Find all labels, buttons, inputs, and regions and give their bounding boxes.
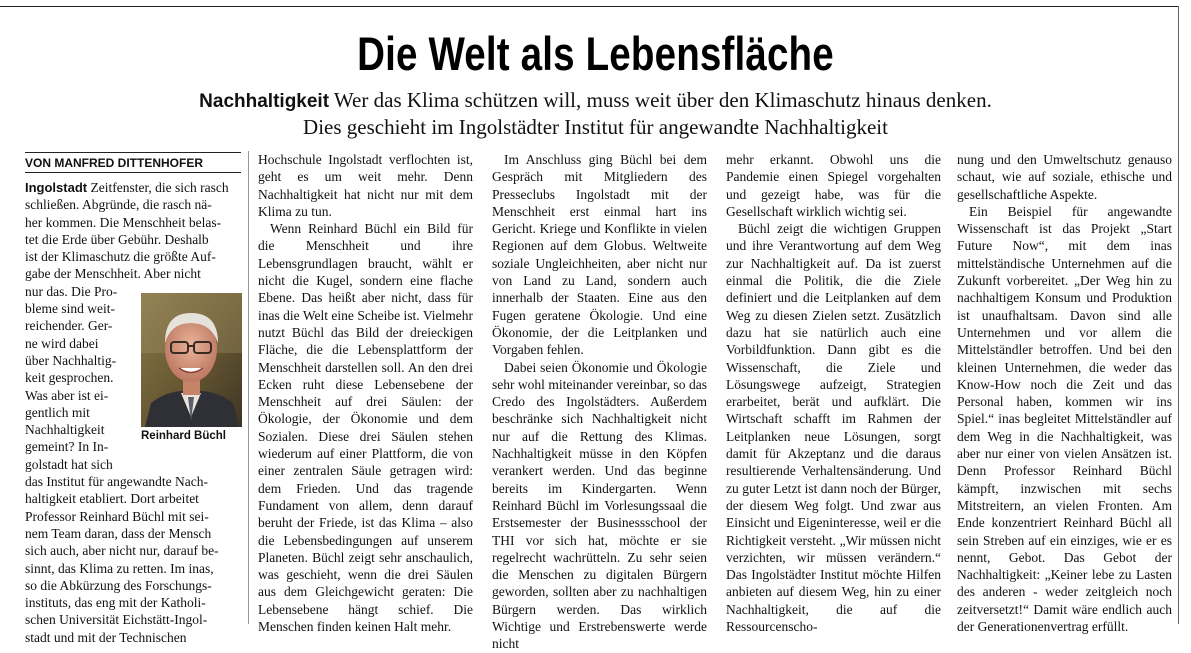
col1-rest-line: haltigkeit etabliert. Dort arbeitet (25, 491, 199, 507)
col1-wrap-line: Was aber ist ei- (25, 387, 109, 403)
col1-wrap-line: Nachhaltigkeit (25, 422, 105, 438)
author-byline: VON MANFRED DITTENHOFER (25, 152, 241, 173)
column-2 (258, 151, 473, 635)
subheadline-line-1 (0, 88, 1191, 114)
col1-wrap-line: ne wird dabei (25, 335, 99, 351)
col1-intro-line: nur das. Die Pro- (25, 283, 118, 299)
col1-rest-line: so die Abkürzung des Forschungs- (25, 577, 212, 593)
dateline: Ingolstadt (25, 180, 88, 195)
col1-intro-line: gabe der Menschheit. Aber nicht (25, 266, 201, 282)
subheadline-line-2: Dies geschieht im Ingolstädter Institut für angewandte Nachhaltigkeit (303, 115, 888, 139)
paragraph: nung und den Umweltschutz genauso schaut, wie auf soziale, ethische und gesellschaftliche Aspekte. (957, 152, 1172, 202)
col1-rest-line: sich auch, aber nicht nur, darauf be- (25, 543, 219, 559)
col1-intro-line: ist der Klimaschutz die größte Auf- (25, 249, 216, 265)
photo-caption: Reinhard Büchl (141, 430, 226, 442)
paragraph: Hochschule Ingolstadt verflochten ist, geht es um weit mehr. Denn Nachhaltigkeit hat nicht nur mit dem Klima zu tun. (258, 152, 473, 219)
col1-intro-line: schließen. Abgründe, die rasch nä- (25, 197, 212, 213)
paragraph: Ein Beispiel für angewandte Wissenschaft ist das Projekt „Start Future Now“, mit dem inas mittelständische Unternehmen auf die Zukunft vorbereitet. „Der Weg hin zu nachhaltigem Konsum und Produktion ist unaufhaltsam. Davon sind alle Unternehmen und vor allem die Mittelständler betroffen. Und bei den kleinen Unternehmen, die weder das Know-How noch die Zeit und das Personal haben, kommen wir ins Spiel.“ inas begleitet Mittelständler auf dem Weg in die Nachhaltigkeit, was aber nur einer von vielen Ansätzen ist. Denn Professor Reinhard Büchl kämpft, inzwischen mit sechs Mitstreitern, an vielen Fronten. Am Ende konzentriert Reinhard Büchl all sein Streben auf ein einziges, wie er es nennt, Gebot. Das Gebot der Nachhaltigkeit: „Keiner lebe zu Lasten des anderen - weder zeitgleich noch zeitversetzt!“ Damit wäre endlich auch der Generationenvertrag erfüllt. (957, 203, 1172, 635)
col1-wrap (25, 300, 137, 473)
paragraph: mehr erkannt. Obwohl uns die Pandemie einen Spiegel vorgehalten und gezeigt habe, was für die Gesellschaft wirklich wichtig sei. (726, 152, 941, 219)
col1-rest (25, 473, 241, 646)
col1-rest-line: sinnt, das Klima zu retten. Im inas, (25, 560, 214, 576)
paragraph: Wenn Reinhard Büchl ein Bild für die Menschheit und ihre Lebensgrundlagen braucht, wählt er nicht die Kugel, sondern eine flache Ebene. Das heißt aber nicht, dass für inas die Welt eine Scheibe ist. Vielmehr nutzt Büchl das Bild der dreieckigen Fläche, die die Lebensplattform der Menschheit darstellen soll. An den drei Ecken ruht diese Lebensebene der Menschheit auf drei Säulen: der Ökologie, der Ökonomie und dem Sozialen. Diese drei Säulen stehen wiederum auf einer Plattform, die von einer zentralen Säule getragen wird: dem Frieden. Und das tragende Fundament von allem, denn darauf beruht der Friede, ist das Klima – also die Lebensbedingungen auf unserem Planeten. Büchl zeigt sehr anschaulich, was geschieht, wenn die drei Säulen aus dem Gleichgewicht geraten: Die Lebensebene hängt schief. Die Menschen finden keinen Halt mehr. (258, 221, 473, 635)
col1-rest-line: instituts, das eng mit der Katholi- (25, 595, 206, 611)
headline: Die Welt als Lebensfläche (357, 27, 834, 80)
subheadline-text-1: Wer das Klima schützen will, muss weit über den Klimaschutz hinaus denken. (333, 88, 992, 112)
paragraph: Dabei seien Ökonomie und Ökologie sehr wohl miteinander vereinbar, so das Credo des Ingolstädters. Außerdem beschränke sich Nachhaltigkeit nicht nur auf die Rettung des Klimas. Nachhaltigkeit müsse in den Köpfen verankert werden. Und das beginne bereits im Kindergarten. Wenn Reinhard Büchl im Vorlesungssaal die Erstsemester der Businessschool der THI vor sich hat, möchte er sie regelrecht wachrütteln. Zu sehr seien die Menschen zu digitalen Bürgern geworden, sollten aber zu nachhaltigen Bürgern werden. Das wirklich Wichtige und Erstrebenswerte werde nicht (492, 359, 707, 652)
col1-wrap-line: gemeint? In In- (25, 439, 109, 455)
col1-rest-line: stadt und mit der Technischen (25, 629, 187, 645)
portrait-photo (141, 293, 242, 427)
portrait-illustration (141, 293, 242, 427)
col1-intro-line: tet die Erde über Gebühr. Deshalb (25, 231, 209, 247)
column-4 (726, 151, 941, 635)
paragraph: Büchl zeigt die wichtigen Gruppen und ihre Verantwortung auf dem Weg zur Nachhaltigkeit auf. Da ist zuerst einmal die Politik, die die Ziele definiert und die Leitplanken auf dem Weg zu diesen Zielen setzt. Zusätzlich dazu hat sie natürlich auch eine Vorbildfunktion. Dann gibt es die Wissenschaft, die Ziele und Lösungswege aufzeigt, Strategien erarbeitet, berät und aufklärt. Die Wirtschaft schafft im Rahmen der Leitplanken neue Lösungen, sorgt damit für Akzeptanz und die daraus resultierende Verhaltensänderung. Und zu guter Letzt ist dann noch der Bürger, der diesem Weg folgt. Und zwar aus Einsicht und Eigeninteresse, weil er die Richtigkeit versteht. „Wir müssen nicht verzichten, wir müssen verändern.“ Das Ingolstädter Institut möchte Hilfen anbieten auf diesem Weg, hin zu einer Nachhaltigkeit, die auf die Ressourcenscho- (726, 221, 941, 635)
col1-wrap-line: gentlich mit (25, 404, 90, 420)
col1-intro-line: her kommen. Die Menschheit belas- (25, 214, 222, 230)
col1-wrap-line: bleme sind weit- (25, 301, 115, 317)
col1-rest-line: schen Universität Eichstätt-Ingol- (25, 612, 208, 628)
col1-wrap-line: reichender. Ger- (25, 318, 113, 334)
top-rule (0, 6, 1178, 7)
col1-wrap-line: golstadt hat sich (25, 456, 113, 472)
col1-rest-line: nem Team daran, dass der Mensch (25, 525, 212, 541)
kicker: Nachhaltigkeit (199, 91, 330, 112)
col1-rest-line: Professor Reinhard Büchl mit sei- (25, 508, 209, 524)
column-3 (492, 151, 707, 653)
col1-intro-line: Zeitfenster, die sich rasch (90, 180, 229, 195)
col1-wrap-line: über Nachhaltig- (25, 352, 117, 368)
col1-intro (25, 179, 241, 300)
col1-wrap-line: keit gesprochen. (25, 370, 114, 386)
col1-rest-line: das Institut für angewandte Nach- (25, 474, 208, 490)
column-rule (248, 151, 249, 624)
column-5 (957, 151, 1172, 635)
paragraph: Im Anschluss ging Büchl bei dem Gespräch mit Mitgliedern des Presseclubs Ingolstadt mit der Menschheit erst einmal hart ins Gericht. Kriege und Konflikte in vielen Regionen auf dem Globus. Weltweite soziale Ungleichheiten, aber nicht nur von Land zu Land, sondern auch innerhalb der Staaten. Eine aus den Fugen geratene Ökologie. Und eine Ökonomie, der die Leitplanken und Vorgaben fehlen. (492, 152, 707, 358)
